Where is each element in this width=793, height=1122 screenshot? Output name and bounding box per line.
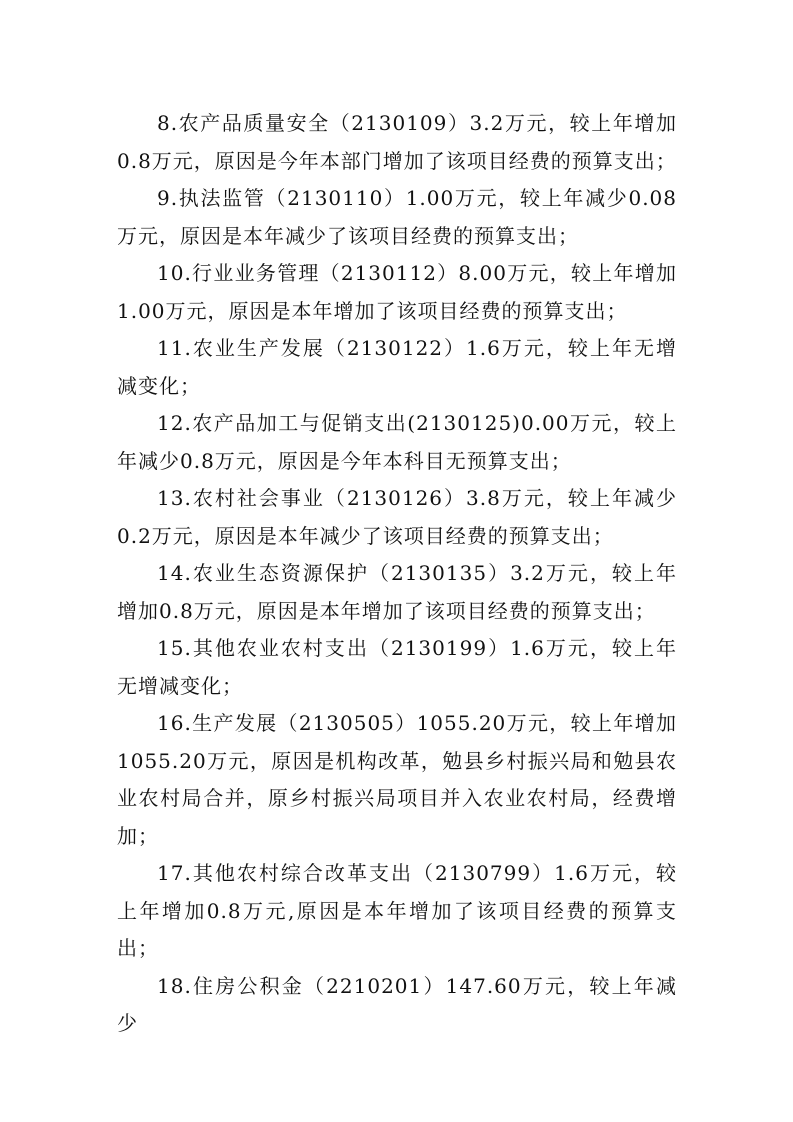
item-8-agricultural-product-quality-safety: 8.农产品质量安全（2130109）3.2万元，较上年增加0.8万元，原因是今年本部门增加了该项目经费的预算支出； <box>117 111 677 173</box>
item-15-other-agricultural-rural-expenditure: 15.其他农业农村支出（2130199）1.6万元，较上年无增减变化； <box>117 636 677 698</box>
item-11-agricultural-production-development: 11.农业生产发展（2130122）1.6万元，较上年无增减变化； <box>117 336 677 398</box>
item-16-production-development: 16.生产发展（2130505）1055.20万元，较上年增加1055.20万元，原因是机构改革，勉县乡村振兴局和勉县农业农村局合并，原乡村振兴局项目并入农业农村局，经费增加； <box>117 711 677 848</box>
item-13-rural-social-affairs: 13.农村社会事业（2130126）3.8万元，较上年减少0.2万元，原因是本年减少了该项目经费的预算支出； <box>117 486 677 548</box>
item-12-agricultural-processing-promotion: 12.农产品加工与促销支出(2130125)0.00万元，较上年减少0.8万元，原因是今年本科目无预算支出； <box>117 411 677 473</box>
item-9-law-enforcement-supervision: 9.执法监管（2130110）1.00万元，较上年减少0.08万元，原因是本年减少了该项目经费的预算支出； <box>117 186 677 248</box>
item-10-industry-business-management: 10.行业业务管理（2130112）8.00万元，较上年增加1.00万元，原因是本年增加了该项目经费的预算支出； <box>117 261 677 323</box>
document-page <box>117 105 677 1043</box>
item-17-other-rural-reform-expenditure: 17.其他农村综合改革支出（2130799）1.6万元，较上年增加0.8万元,原因是本年增加了该项目经费的预算支出； <box>117 861 677 960</box>
item-18-housing-provident-fund: 18.住房公积金（2210201）147.60万元，较上年减少 <box>117 973 677 1035</box>
item-14-agricultural-ecological-resources: 14.农业生态资源保护（2130135）3.2万元，较上年增加0.8万元，原因是本年增加了该项目经费的预算支出； <box>117 561 677 623</box>
